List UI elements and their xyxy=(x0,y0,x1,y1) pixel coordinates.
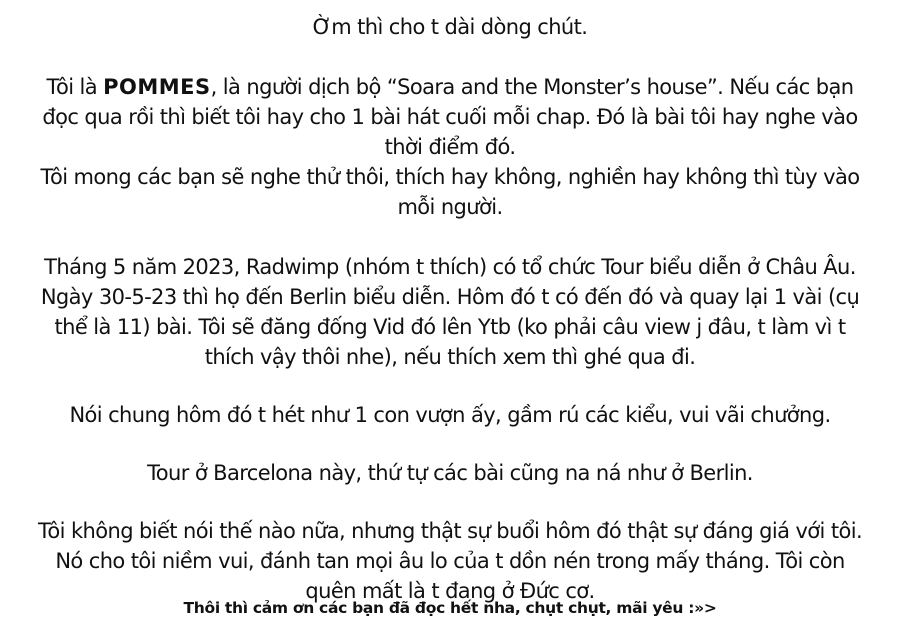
concert-feeling-paragraph xyxy=(30,400,870,430)
reflection-text: Tôi không biết nói thế nào nữa, nhưng thật sự buổi hôm đó thật sự đáng giá với tôi. Nó cho tôi niềm vui, đánh tan mọi âu lo của t dồn nén trong mấy tháng. Tôi còn quên mất là t đang ở Đức cơ. xyxy=(37,519,863,603)
tour-text: Tháng 5 năm 2023, Radwimp (nhóm t thích) có tổ chức Tour biểu diễn ở Châu Âu. Ngày 30-5-23 thì họ đến Berlin biểu diễn. Hôm đó t có đến đó và quay lại 1 vài (cụ thể là 11) bài. Tôi sẽ đăng đống Vid đó lên Ytb (ko phải câu view j đâu, t làm vì t thích vậy thôi nhe), nếu thích xem thì ghé qua đi. xyxy=(40,255,860,369)
translator-intro-text xyxy=(30,72,870,162)
listening-wish-text: Tôi mong các bạn sẽ nghe thử thôi, thích hay không, nghiền hay không thì tùy vào mỗi người. xyxy=(40,165,860,219)
intro-text: Ờm thì cho t dài dòng chút. xyxy=(312,15,588,39)
barcelona-paragraph xyxy=(30,458,870,488)
barcelona-text: Tour ở Barcelona này, thứ tự các bài cũng na ná như ở Berlin. xyxy=(147,461,753,485)
concert-feeling-text: Nói chung hôm đó t hét như 1 con vượn ấy, gầm rú các kiểu, vui vãi chưởng. xyxy=(69,403,831,427)
signoff-text: Thôi thì cảm ơn các bạn đã đọc hết nha, chụt chụt, mãi yêu :»> xyxy=(183,599,717,617)
translator-intro-rest: , là người dịch bộ “Soara and the Monster’s house”. Nếu các bạn đọc qua rồi thì biết tôi hay cho 1 bài hát cuối mỗi chap. Đó là bài tôi hay nghe vào thời điểm đó. xyxy=(42,75,858,159)
reflection-paragraph xyxy=(30,516,870,606)
intro-paragraph xyxy=(30,12,870,42)
tour-paragraph xyxy=(30,252,870,372)
translator-intro-prefix: Tôi là xyxy=(46,75,104,99)
translator-name: POMMES xyxy=(103,75,211,99)
translator-paragraph xyxy=(30,72,870,222)
